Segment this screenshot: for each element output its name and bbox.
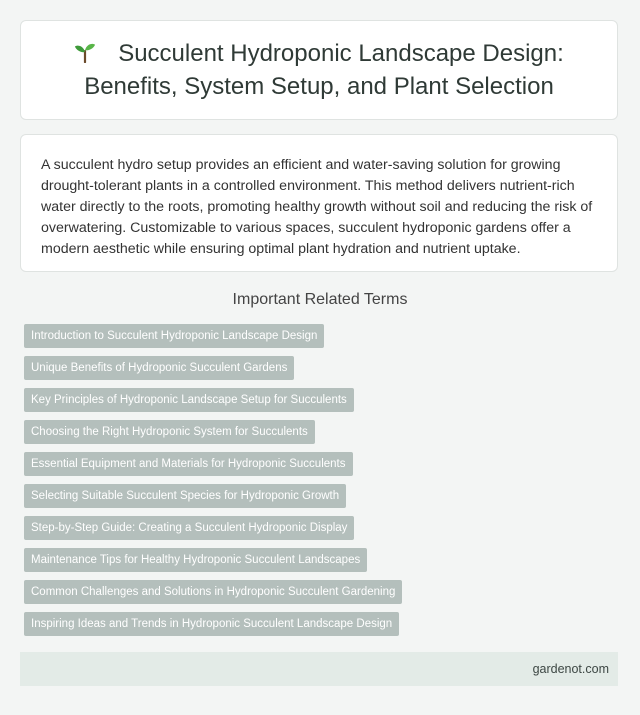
related-term-tag[interactable]: Selecting Suitable Succulent Species for Hydroponic Growth	[24, 484, 346, 508]
page-title-line-1	[74, 37, 564, 70]
related-terms-list	[24, 324, 402, 644]
related-term-tag[interactable]: Step-by-Step Guide: Creating a Succulent Hydroponic Display	[24, 516, 354, 540]
footer-site-link[interactable]: gardenot.com	[532, 662, 609, 676]
title-card	[20, 20, 618, 120]
page-title-text-1: Succulent Hydroponic Landscape Design:	[118, 40, 564, 67]
related-term-tag[interactable]: Unique Benefits of Hydroponic Succulent Gardens	[24, 356, 294, 380]
related-term-tag[interactable]: Introduction to Succulent Hydroponic Landscape Design	[24, 324, 324, 348]
related-terms-heading: Important Related Terms	[232, 291, 408, 308]
seedling-icon	[74, 41, 96, 63]
related-term-tag[interactable]: Inspiring Ideas and Trends in Hydroponic Succulent Landscape Design	[24, 612, 399, 636]
related-term-tag[interactable]: Maintenance Tips for Healthy Hydroponic Succulent Landscapes	[24, 548, 367, 572]
related-term-tag[interactable]: Choosing the Right Hydroponic System for Succulents	[24, 420, 315, 444]
intro-card	[20, 134, 618, 272]
related-term-tag[interactable]: Common Challenges and Solutions in Hydroponic Succulent Gardening	[24, 580, 402, 604]
related-term-tag[interactable]: Key Principles of Hydroponic Landscape Setup for Succulents	[24, 388, 354, 412]
page-title-line-2: Benefits, System Setup, and Plant Selection	[84, 73, 554, 100]
related-term-tag[interactable]: Essential Equipment and Materials for Hydroponic Succulents	[24, 452, 353, 476]
intro-paragraph: A succulent hydro setup provides an efficient and water-saving solution for growing drought-tolerant plants in a controlled environment. This method delivers nutrient-rich water directly to the roots, promoting healthy growth without soil and reducing the risk of overwatering. Customizable to various spaces, succulent hydroponic gardens offer a modern aesthetic while ensuring optimal plant hydration and nutrient uptake.	[41, 157, 593, 257]
footer	[20, 652, 618, 686]
